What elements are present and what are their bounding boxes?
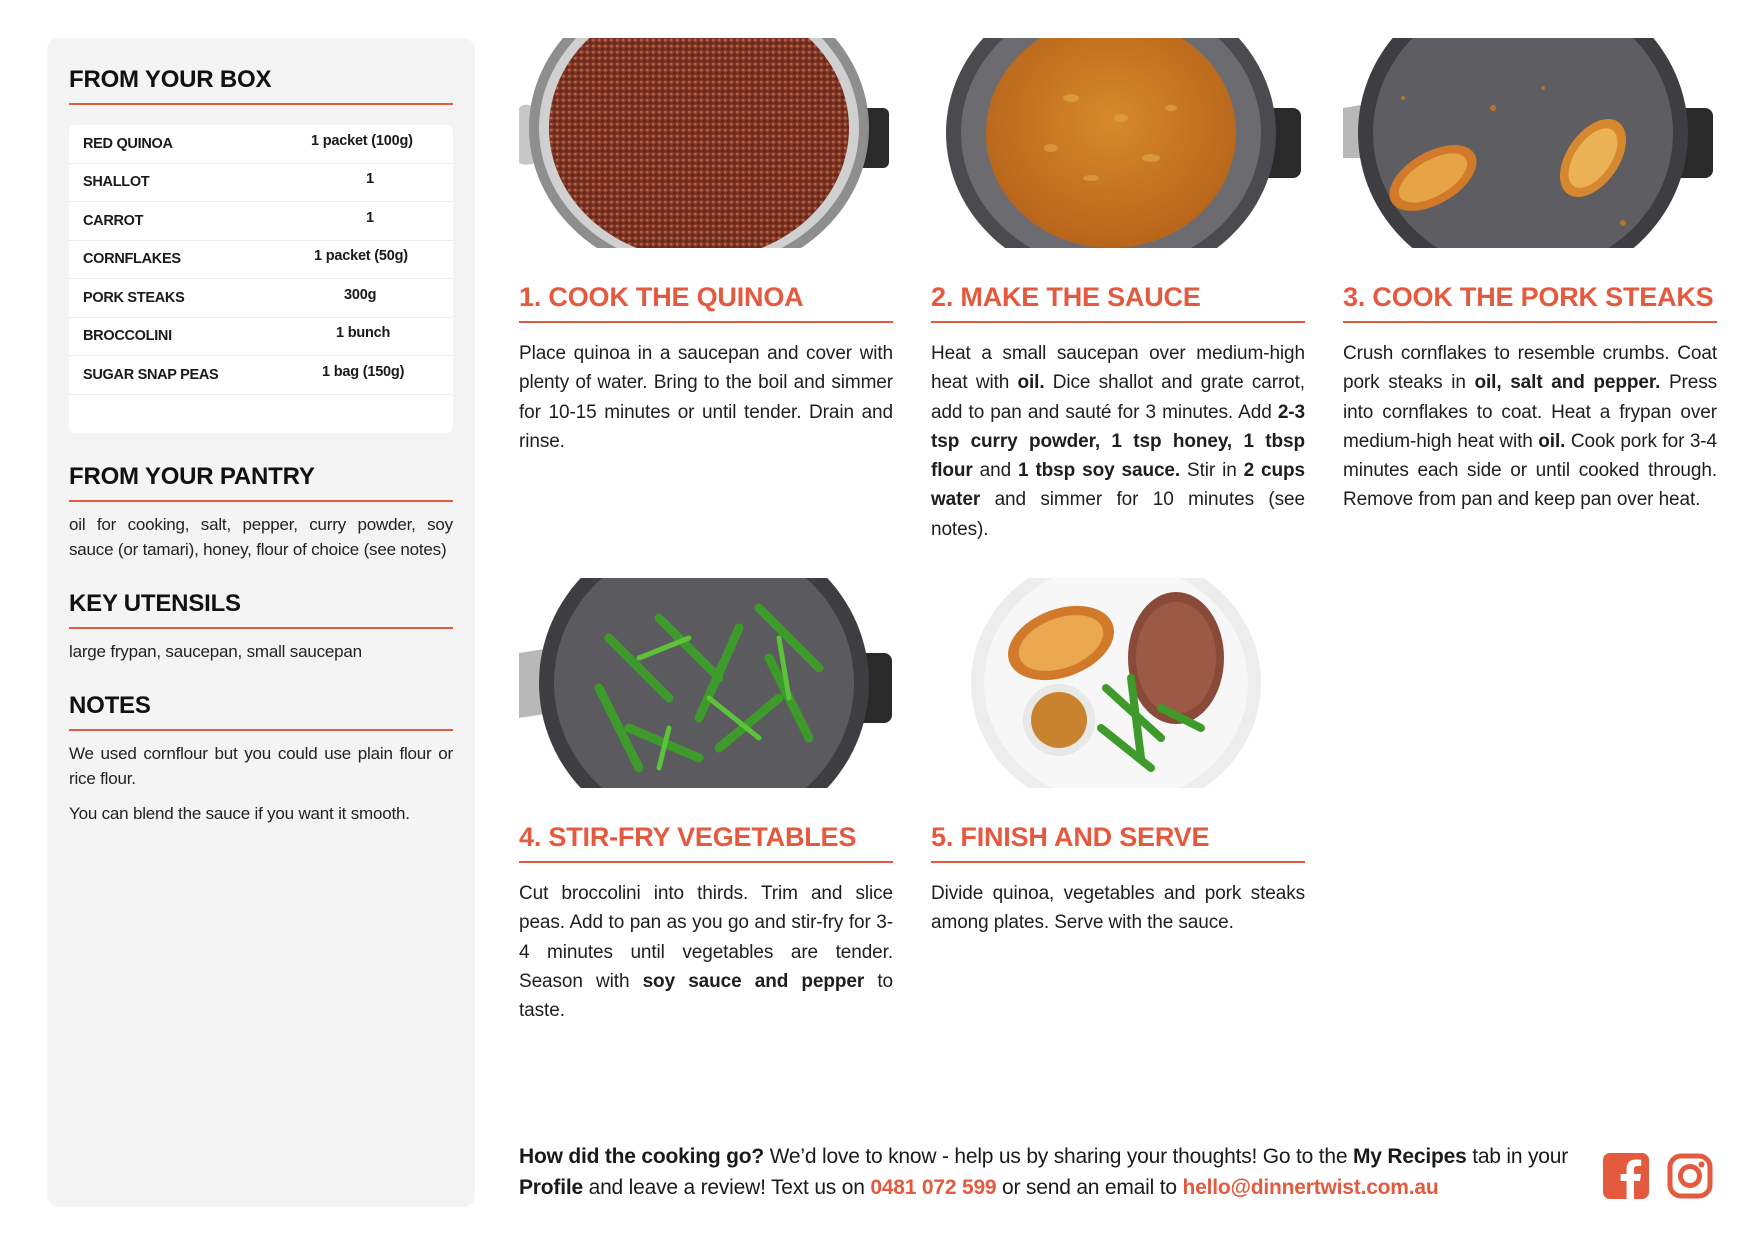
- pantry-section: [69, 463, 453, 562]
- pork-frypan-image: [1343, 38, 1717, 248]
- bold-text: My Recipes: [1353, 1145, 1467, 1168]
- text-segment: We’d love to know - help us by sharing your thoughts! Go to the: [764, 1145, 1353, 1168]
- utensils-heading: KEY UTENSILS: [69, 590, 453, 629]
- ingredient-name: SHALLOT: [83, 174, 150, 191]
- sauce-saucepan-image: [931, 38, 1305, 248]
- step-2-title: 2. MAKE THE SAUCE: [931, 282, 1305, 323]
- facebook-icon[interactable]: [1603, 1153, 1649, 1199]
- text-segment: Crush cornflakes to resemble crumbs. Coat pork steaks in: [1343, 343, 1717, 394]
- ingredient-row: [69, 125, 453, 164]
- text-segment: and simmer for 10 minutes (see notes).: [931, 489, 1305, 540]
- utensils-section: [69, 590, 453, 664]
- text-segment: or send an email to: [996, 1176, 1183, 1199]
- ingredient-name: BROCCOLINI: [83, 328, 172, 345]
- ingredient-row: [69, 356, 453, 395]
- step-1-photo: [519, 38, 893, 248]
- ingredient-qty: 1 packet (100g): [311, 132, 413, 149]
- text-segment: Place quinoa in a saucepan and cover with plenty of water. Bring to the boil and simmer for 10-15 minutes or until tender. Drain and rinse.: [519, 343, 893, 452]
- step-4-text: [519, 879, 893, 1025]
- step-3-photo: [1343, 38, 1717, 248]
- bold-text: oil.: [1538, 430, 1566, 452]
- bold-text: 2-3 tsp curry powder, 1 tsp honey, 1 tbsp flour: [931, 401, 1305, 482]
- pantry-text: oil for cooking, salt, pepper, curry powder, soy sauce (or tamari), honey, flour of choice (see notes): [69, 515, 453, 559]
- text-segment: Cut broccolini into thirds. Trim and slice peas. Add to pan as you go and stir-fry for 3-4 minutes until vegetables are tender. Season with: [519, 883, 893, 992]
- text-segment: and leave a review! Text us on: [582, 1176, 871, 1199]
- step-4-title: 4. STIR-FRY VEGETABLES: [519, 822, 893, 863]
- notes-section: [69, 692, 453, 826]
- ingredient-qty: 1: [366, 171, 374, 188]
- text-segment: Cook pork for 3-4 minutes each side or until cooked through. Remove from pan and keep pan over heat.: [1343, 430, 1717, 511]
- text-segment: Dice shallot and grate carrot, add to pan and sauté for 3 minutes. Add: [931, 372, 1305, 423]
- ingredient-name: CARROT: [83, 212, 144, 229]
- text-segment: to taste.: [519, 970, 893, 1022]
- note: We used cornflour but you could use plain flour or rice flour.: [69, 744, 453, 788]
- text-segment: Divide quinoa, vegetables and pork steaks among plates. Serve with the sauce.: [931, 883, 1305, 934]
- bold-text: 2 cups water: [931, 460, 1305, 511]
- ingredient-name: PORK STEAKS: [83, 289, 185, 306]
- step-4: [519, 578, 893, 1025]
- step-2-photo: [931, 38, 1305, 248]
- text-segment: and: [972, 460, 1019, 482]
- step-4-photo: [519, 578, 893, 788]
- quinoa-strainer-image: [519, 38, 893, 248]
- ingredient-name: SUGAR SNAP PEAS: [83, 366, 219, 383]
- ingredient-qty: 1 bunch: [336, 325, 391, 342]
- ingredient-row: [69, 279, 453, 318]
- text-segment: Press into cornflakes to coat. Heat a frypan over medium-high heat with: [1343, 372, 1718, 452]
- text-segment: Stir in: [1180, 460, 1244, 482]
- ingredient-qty: 300g: [344, 286, 377, 303]
- step-3: [1343, 38, 1717, 515]
- step-2-text: [931, 339, 1305, 544]
- contact-link[interactable]: 0481 072 599: [870, 1176, 997, 1199]
- vegetables-frypan-image: [519, 578, 893, 788]
- note: You can blend the sauce if you want it smooth.: [69, 804, 410, 823]
- notes-text: [69, 741, 453, 826]
- ingredient-row: [69, 164, 453, 203]
- bold-text: 1 tbsp soy sauce.: [1018, 460, 1181, 482]
- ingredients-table: [69, 125, 453, 433]
- step-1-text: [519, 339, 893, 456]
- from-your-box-heading: FROM YOUR BOX: [69, 66, 453, 105]
- ingredient-qty: 1 bag (150g): [322, 363, 405, 380]
- instagram-icon[interactable]: [1667, 1153, 1713, 1199]
- pantry-heading: FROM YOUR PANTRY: [69, 463, 453, 502]
- step-5-text: [931, 879, 1305, 938]
- bold-text: How did the cooking go?: [519, 1145, 765, 1168]
- contact-link[interactable]: hello@dinnertwist.com.au: [1182, 1176, 1439, 1199]
- ingredient-name: RED QUINOA: [83, 135, 173, 152]
- step-2: [931, 38, 1305, 544]
- ingredient-qty: 1: [366, 209, 374, 226]
- ingredient-qty: 1 packet (50g): [314, 248, 408, 265]
- sidebar-panel: [47, 38, 475, 1207]
- review-footer: [519, 1141, 1579, 1203]
- step-5: [931, 578, 1305, 938]
- ingredient-row: [69, 202, 453, 241]
- step-1: [519, 38, 893, 456]
- bold-text: oil.: [1017, 372, 1045, 394]
- ingredient-row: [69, 318, 453, 357]
- plated-dish-image: [931, 578, 1305, 788]
- bold-text: soy sauce and pepper: [642, 970, 865, 992]
- bold-text: oil, salt and pepper.: [1474, 372, 1661, 394]
- notes-heading: NOTES: [69, 692, 453, 731]
- ingredient-row: [69, 241, 453, 280]
- ingredient-name: CORNFLAKES: [83, 251, 181, 268]
- step-5-photo: [931, 578, 1305, 788]
- bold-text: Profile: [519, 1176, 583, 1199]
- step-5-title: 5. FINISH AND SERVE: [931, 822, 1305, 863]
- step-1-title: 1. COOK THE QUINOA: [519, 282, 893, 323]
- text-segment: tab in your: [1466, 1145, 1569, 1168]
- text-segment: Heat a small saucepan over medium-high heat with: [931, 343, 1305, 394]
- step-3-text: [1343, 339, 1717, 515]
- utensils-text: large frypan, saucepan, small saucepan: [69, 642, 362, 661]
- step-3-title: 3. COOK THE PORK STEAKS: [1343, 282, 1717, 323]
